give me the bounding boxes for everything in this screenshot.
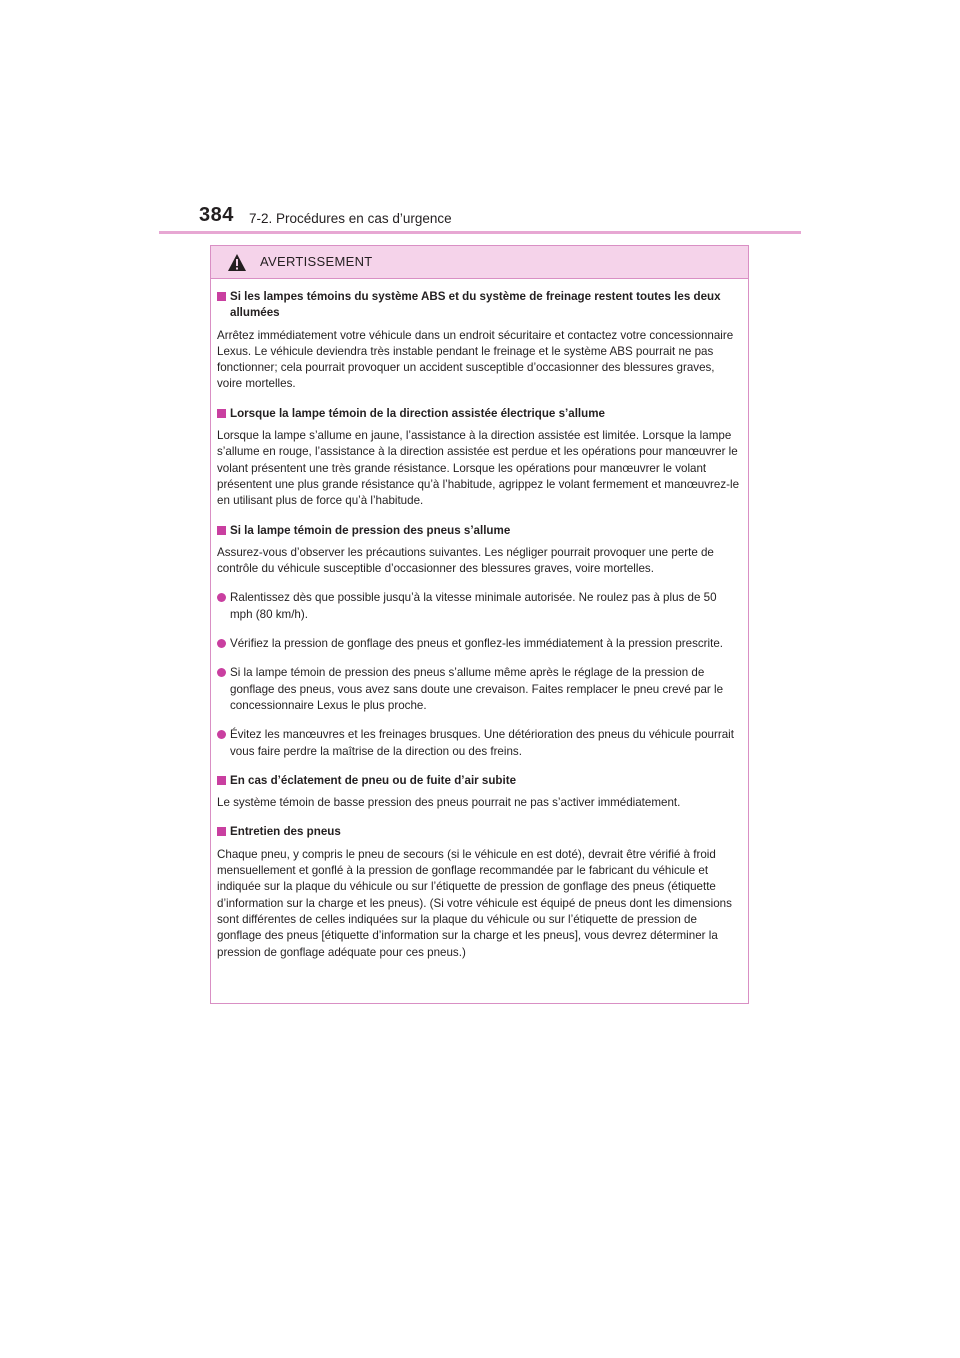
section-paragraph: Arrêtez immédiatement votre véhicule dans un endroit sécuritaire et contactez votre concessionnaire Lexus. Le véhicule deviendra très instable pendant le freinage et le système ABS pourrait ne pas fonctionner; cela pourrait provoquer un accident susceptible d’occasionner des blessures graves, voire mortelles.: [217, 328, 734, 391]
warning-header: [211, 246, 748, 279]
warning-triangle-icon: [227, 253, 247, 272]
section-heading: [217, 523, 742, 539]
page-number: 384: [199, 204, 234, 226]
round-bullet-icon: [217, 668, 226, 677]
list-item: [217, 665, 742, 714]
section-paragraph: Chaque pneu, y compris le pneu de secours (si le véhicule en est doté), devrait être vérifié à froid mensuellement et gonflé à la pression de gonflage recommandée par le fabricant du véhicule et indiquée sur la plaque du véhicule ou sur l’étiquette de pression de gonflage des pneus (étiquette d’information sur la charge et les pneus). (Si votre véhicule est équipé de pneus dont les dimensions sont différentes de celles indiquées sur la plaque du véhicule ou sur l’étiquette de pression de gonflage des pneus [étiquette d’information sur la charge et les pneus], vous devrez déterminer la pression de gonflage adéquate pour ces pneus.): [217, 847, 732, 959]
square-bullet-icon: [217, 409, 226, 418]
square-bullet-icon: [217, 292, 226, 301]
square-bullet-icon: [217, 526, 226, 535]
round-bullet-icon: [217, 639, 226, 648]
section-paragraph: Lorsque la lampe s’allume en jaune, l’assistance à la direction assistée est limitée. Lorsque la lampe s’allume en rouge, l’assistance à la direction assistée est perdue et les opérations pour manœuvrer le volant présentent une très grande résistance. Lorsque les opérations pour manœuvrer le volant présentent une plus grande résistance qu’à l’habitude, agrippez le volant fermement et manœuvrez-le en utilisant plus de force qu’à l’habitude.: [217, 429, 740, 508]
list-item: [217, 636, 742, 652]
section-heading-text: En cas d’éclatement de pneu ou de fuite d’air subite: [230, 773, 517, 787]
section-heading-text: Si les lampes témoins du système ABS et du système de freinage restent toutes les deux allumées: [230, 290, 721, 320]
list-item: [217, 727, 742, 760]
section-heading: [217, 289, 742, 322]
round-bullet-icon: [217, 730, 226, 739]
section-heading: [217, 824, 742, 840]
page-header: [199, 204, 801, 234]
section-paragraph: Le système témoin de basse pression des pneus pourrait ne pas s’activer immédiatement.: [217, 796, 681, 810]
list-item-text: Ralentissez dès que possible jusqu’à la vitesse minimale autorisée. Ne roulez pas à plus de 50 mph (80 km/h).: [230, 591, 717, 621]
warning-title: AVERTISSEMENT: [260, 254, 373, 269]
list-item-text: Si la lampe témoin de pression des pneus s’allume même après le réglage de la pression de gonflage des pneus, vous avez sans doute une crevaison. Faites remplacer le pneu crevé par le concessionnaire Lexus le plus proche.: [230, 666, 724, 712]
section-heading-text: Entretien des pneus: [230, 825, 341, 839]
warning-box: [210, 245, 749, 1004]
section-heading-text: Lorsque la lampe témoin de la direction assistée électrique s’allume: [230, 406, 605, 420]
section-heading: [217, 406, 742, 422]
round-bullet-icon: [217, 593, 226, 602]
square-bullet-icon: [217, 827, 226, 836]
section-paragraph: Assurez-vous d’observer les précautions suivantes. Les négliger pourrait provoquer une perte de contrôle du véhicule susceptible d’occasionner des blessures graves, voire mortelles.: [217, 545, 714, 576]
warning-body: [211, 279, 748, 961]
list-item-text: Vérifiez la pression de gonflage des pneus et gonflez-les immédiatement à la pression prescrite.: [230, 637, 724, 651]
square-bullet-icon: [217, 776, 226, 785]
list-item: [217, 590, 742, 623]
list-item-text: Évitez les manœuvres et les freinages brusques. Une détérioration des pneus du véhicule pourrait vous faire perdre la maîtrise de la direction ou des freins.: [230, 728, 734, 758]
section-title: 7-2. Procédures en cas d’urgence: [249, 211, 452, 226]
section-heading-text: Si la lampe témoin de pression des pneus s’allume: [230, 523, 511, 537]
section-heading: [217, 773, 742, 789]
header-rule: [159, 231, 801, 234]
